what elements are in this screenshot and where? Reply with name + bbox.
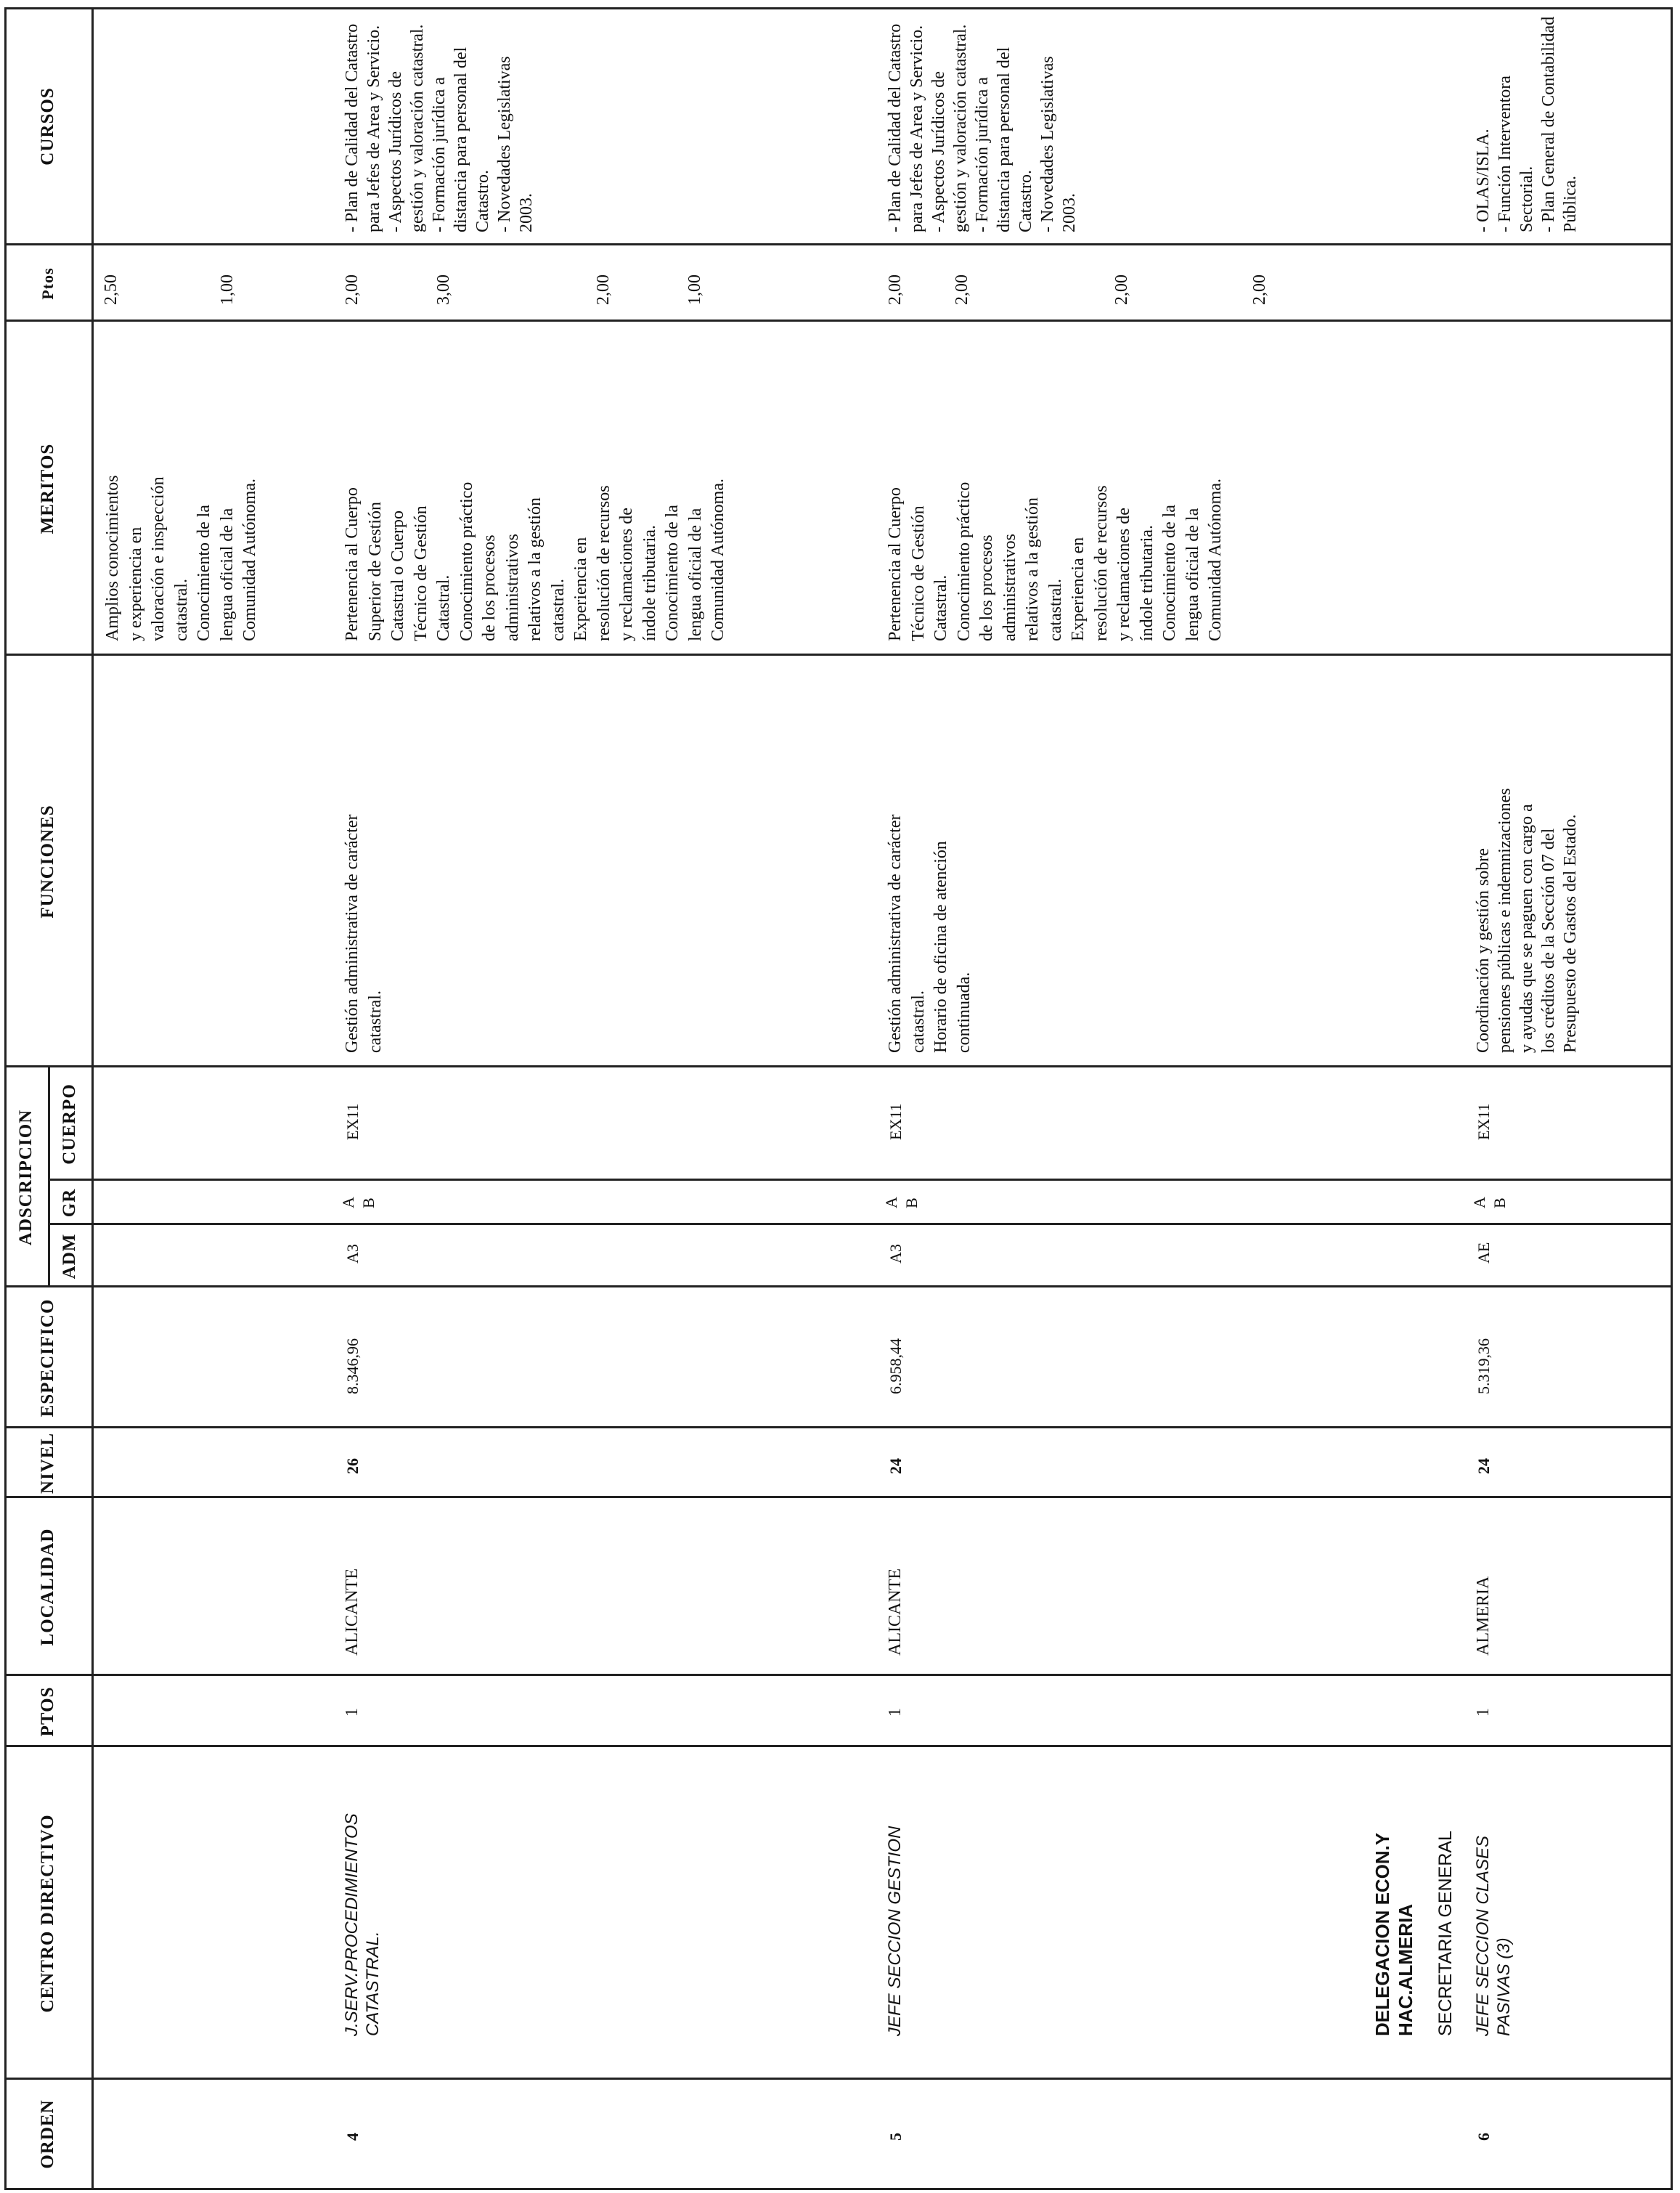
adm-value: AE [1475, 1242, 1493, 1264]
meritos-line: Conocimiento de la [663, 505, 682, 641]
meritos-line: Catastral o Cuerpo [388, 510, 407, 641]
puntos-value: 2,00 [1250, 274, 1269, 305]
cursos-line: - Función Interventora [1496, 76, 1514, 232]
meritos-line: catastral. [548, 579, 568, 641]
meritos-line: Técnico de Gestión [411, 505, 431, 641]
cursos-line: - Plan General de Contabilidad [1539, 16, 1558, 232]
meritos-line: relativos a la gestión [526, 497, 545, 641]
meritos-line: índole tributaria. [1137, 525, 1157, 641]
meritos-cell [341, 329, 730, 641]
meritos-line: relativos a la gestión [1023, 497, 1042, 641]
orden-number: 4 [343, 2133, 362, 2141]
funciones-line: pensiones públicas e indemnizaciones [1496, 788, 1514, 1053]
header-centro-directivo: CENTRO DIRECTIVO [38, 1814, 57, 2013]
meritos-line: Catastral. [931, 574, 950, 641]
gr-value: A [339, 1197, 357, 1208]
cursos-line: - Plan de Calidad del Catastro [886, 23, 905, 232]
meritos-line: Conocimiento práctico [954, 481, 974, 641]
funciones-line: Gestión administrativa de carácter [886, 814, 905, 1053]
meritos-line: valoración e inspección [149, 476, 168, 641]
col-divider [4, 1745, 1673, 1747]
col-divider [4, 1065, 1673, 1067]
puntos-value: 2,00 [594, 274, 613, 305]
cursos-cell [341, 7, 537, 232]
header-nivel: NIVEL [38, 1432, 57, 1494]
adm-value: A3 [343, 1244, 362, 1264]
meritos-line: y reclamaciones de [617, 508, 636, 641]
orden-number: 6 [1475, 2133, 1493, 2141]
header-especifico: ESPECIFICO [38, 1298, 57, 1417]
funciones-cell [884, 661, 976, 1053]
col-divider [4, 320, 1673, 322]
gr-value: A [882, 1197, 900, 1208]
funciones-line: Presupuesto de Gastos del Estado. [1561, 814, 1580, 1053]
header-localidad: LOCALIDAD [38, 1528, 57, 1646]
col-divider [4, 243, 1673, 245]
cuerpo-value: EX11 [886, 1103, 905, 1140]
header-funciones: FUNCIONES [38, 805, 57, 919]
meritos-line: Experiencia en [1069, 537, 1088, 641]
meritos-line: Superior de Gestión [365, 502, 385, 641]
cursos-line: distancia para personal del [452, 46, 470, 232]
centro-line: PASIVAS (3) [1494, 1937, 1514, 2036]
header-adscripcion: ADSCRIPCION [16, 1109, 36, 1246]
header-cuerpo: CUERPO [60, 1083, 79, 1165]
meritos-line: administrativos [1000, 534, 1019, 641]
cursos-line: Pública. [1561, 176, 1580, 232]
meritos-line: de los procesos [480, 534, 499, 641]
nivel-value: 24 [1475, 1458, 1493, 1474]
cursos-line: - Novedades Legislativas [495, 56, 514, 232]
ptos-value: 1 [1474, 1708, 1493, 1717]
adscripcion-subdivider [48, 1179, 1673, 1181]
secretaria-heading: SECRETARIA GENERAL [1435, 1831, 1456, 2036]
nivel-value: 26 [343, 1458, 362, 1474]
gr-value: B [902, 1197, 921, 1208]
localidad-value: ALICANTE [886, 1569, 905, 1656]
delegacion-line: DELEGACION ECON.Y [1371, 1832, 1393, 2036]
puntos-value: 2,00 [953, 274, 971, 305]
header-ptos: PTOS [38, 1686, 57, 1737]
col-divider [4, 2078, 1673, 2080]
gr-cell [1469, 1197, 1510, 1208]
funciones-cell [1472, 661, 1581, 1053]
adm-value: A3 [886, 1244, 905, 1264]
cursos-line: - Formación jurídica a [973, 77, 992, 232]
localidad-value: ALMERIA [1474, 1576, 1493, 1656]
funciones-line: los créditos de la Sección 07 del [1539, 828, 1558, 1053]
meritos-cell [102, 329, 262, 641]
gr-value: A [1470, 1197, 1488, 1208]
meritos-cell [884, 329, 1228, 641]
cuerpo-value: EX11 [343, 1103, 362, 1140]
meritos-line: Conocimiento práctico [457, 481, 476, 641]
cursos-line: gestión y valoración catastral. [408, 24, 427, 232]
meritos-line: resolución de recursos [594, 485, 613, 641]
cursos-line: - Formación jurídica a [430, 77, 449, 232]
col-divider [4, 654, 1673, 656]
meritos-line: Experiencia en [571, 537, 590, 641]
cursos-line: distancia para personal del [995, 46, 1014, 232]
delegacion-line: HAC.ALMERIA [1395, 1904, 1416, 2036]
funciones-line: catastral. [908, 990, 928, 1053]
cursos-line: gestión y valoración catastral. [951, 24, 970, 232]
centro-directivo-cell [1472, 1760, 1514, 2036]
centro-line: JEFE SECCION CLASES [1473, 1835, 1493, 2036]
orden-number: 5 [886, 2133, 905, 2141]
cursos-line: - Plan de Calidad del Catastro [343, 23, 362, 232]
centro-line: JEFE SECCION GESTION [885, 1826, 905, 2036]
meritos-line: Técnico de Gestión [908, 505, 928, 641]
cursos-line: 2003. [1060, 193, 1079, 232]
cursos-cell [884, 7, 1080, 232]
funciones-line: Gestión administrativa de carácter [343, 814, 362, 1053]
centro-directivo-cell [341, 1760, 383, 2036]
cuerpo-value: EX11 [1475, 1103, 1493, 1140]
meritos-line: administrativos [502, 534, 522, 641]
header-gr: GR [60, 1188, 79, 1218]
header-adm: ADM [60, 1233, 79, 1279]
funciones-line: Coordinación y gestión sobre [1474, 848, 1493, 1053]
especifico-value: 8.346,96 [343, 1338, 362, 1394]
gr-cell [881, 1197, 922, 1208]
header-meritos: MERITOS [38, 443, 57, 534]
gr-value: B [359, 1197, 378, 1208]
meritos-line: Catastral. [434, 574, 453, 641]
meritos-line: catastral. [171, 579, 191, 641]
delegacion-heading [1371, 1753, 1417, 2036]
meritos-line: y reclamaciones de [1114, 508, 1133, 641]
gr-cell [338, 1197, 379, 1208]
puntos-value: 2,00 [1112, 274, 1131, 305]
meritos-line: lengua oficial de la [1183, 508, 1202, 641]
ptos-value: 1 [886, 1708, 905, 1717]
localidad-value: ALICANTE [343, 1569, 362, 1656]
header-cursos: CURSOS [38, 87, 57, 166]
puntos-value: 2,50 [102, 274, 121, 305]
cursos-line: - Novedades Legislativas [1038, 56, 1057, 232]
meritos-line: Amplios conocimientos [103, 475, 122, 641]
cursos-line: Sectorial. [1517, 166, 1536, 232]
cursos-line: Catastro. [473, 170, 492, 232]
gr-value: B [1491, 1197, 1509, 1208]
especifico-value: 6.958,44 [886, 1338, 905, 1394]
funciones-line: Horario de oficina de atención [931, 841, 950, 1053]
cursos-line: Catastro. [1016, 170, 1035, 232]
meritos-line: lengua oficial de la [685, 508, 705, 641]
header-separator [91, 7, 94, 2190]
centro-directivo-cell [884, 1760, 905, 2036]
meritos-line: y experiencia en [126, 526, 145, 641]
funciones-line: catastral. [365, 990, 385, 1053]
puntos-value: 1,00 [218, 274, 237, 305]
funciones-cell [341, 661, 387, 1053]
meritos-line: Comunidad Autónoma. [1206, 479, 1225, 641]
meritos-line: Conocimiento de la [195, 505, 213, 641]
puntos-value: 1,00 [685, 274, 704, 305]
cursos-line: - Aspectos Jurídicos de [386, 71, 405, 232]
header-orden: ORDEN [38, 2099, 57, 2169]
cursos-line: para Jefes de Area y Servicio. [364, 25, 383, 232]
cursos-line: 2003. [517, 193, 536, 232]
cursos-line: - Aspectos Jurídicos de [929, 71, 948, 232]
cursos-cell [1472, 7, 1581, 232]
especifico-value: 5.319,36 [1475, 1338, 1493, 1394]
cursos-line: - OLAS/ISLA. [1474, 129, 1493, 232]
meritos-line: resolución de recursos [1091, 485, 1111, 641]
meritos-line: Comunidad Autónoma. [709, 479, 727, 641]
meritos-line: índole tributaria. [640, 525, 659, 641]
adscripcion-subdivider [48, 1223, 1673, 1225]
meritos-line: de los procesos [977, 534, 996, 641]
col-divider [4, 1496, 1673, 1498]
puntos-value: 3,00 [434, 274, 453, 305]
meritos-line: Pertenencia al Cuerpo [343, 487, 362, 641]
meritos-line: Pertenencia al Cuerpo [886, 487, 905, 641]
centro-line: CATASTRAL. [363, 1931, 383, 2036]
funciones-line: continuada. [954, 972, 974, 1053]
nivel-value: 24 [886, 1458, 905, 1474]
meritos-line: catastral. [1045, 579, 1065, 641]
col-divider [4, 1285, 1673, 1287]
ptos-value: 1 [343, 1708, 362, 1717]
meritos-line: Comunidad Autónoma. [240, 479, 259, 641]
puntos-value: 2,00 [886, 274, 905, 305]
centro-line: J.SERV.PROCEDIMIENTOS [342, 1813, 362, 2036]
meritos-line: lengua oficial de la [217, 508, 237, 641]
puntos-value: 2,00 [343, 274, 362, 305]
meritos-line: Conocimiento de la [1160, 505, 1179, 641]
col-divider [4, 1674, 1673, 1676]
funciones-line: y ayudas que se paguen con cargo a [1517, 804, 1536, 1053]
header-puntos: Ptos [38, 267, 57, 300]
col-divider [4, 1426, 1673, 1428]
cursos-line: para Jefes de Area y Servicio. [908, 25, 926, 232]
